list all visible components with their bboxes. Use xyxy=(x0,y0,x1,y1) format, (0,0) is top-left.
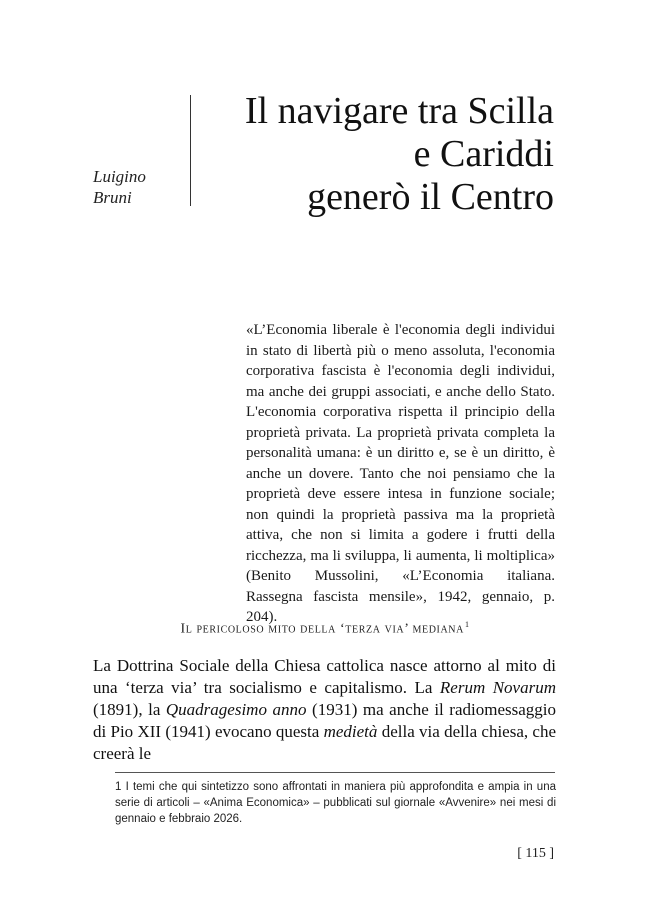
title-line-2: e Cariddi xyxy=(413,133,554,175)
body-text-3: (1931) ma anche il radiomessaggio di Pio XII (1941) evocano questa xyxy=(93,700,557,741)
epigraph-quote xyxy=(246,320,555,628)
body-paragraph xyxy=(93,655,556,765)
footnote xyxy=(115,779,556,827)
footnote-divider xyxy=(115,772,555,773)
author-name xyxy=(93,166,146,208)
body-italic-rerum-novarum: Rerum Novarum xyxy=(439,678,556,697)
author-last-name: Bruni xyxy=(93,188,132,207)
body-italic-quadragesimo-anno: Quadragesimo anno xyxy=(165,700,307,719)
footnote-text: 1 I temi che qui sintetizzo sono affrontati in maniera più approfondita e ampia in una serie di articoli – «Anima Economica» – pubblicati sul giornale «Avvenire» nei mesi di gennaio e febbraio 2026. xyxy=(115,781,556,825)
section-heading xyxy=(0,620,650,638)
body-italic-medieta: medietà xyxy=(323,722,378,741)
body-text-4: della via della chiesa, che creerà le xyxy=(93,722,556,763)
body-text-1: La Dottrina Sociale della Chiesa cattolica nasce attorno al mito di una ‘terza via’ tra socialismo e capitalismo. La xyxy=(93,656,556,697)
author-first-name: Luigino xyxy=(93,167,146,186)
page-number: [ 115 ] xyxy=(517,846,554,861)
epigraph-text: «L’Economia liberale è l'economia degli individui in stato di libertà più o meno assoluta, l'economia corporativa fascista è l'economia degli individui, ma anche dei gruppi associati, e anche dello Stato. L'economia corporativa rispetta il principio della proprietà privata. La proprietà privata completa la personalità umana: è un diritto e, se è un diritto, è anche un dovere. Tanto che noi pensiamo che la proprietà deve essere intesa in funzione sociale; non quindi la proprietà passiva ma la proprietà attiva, che non si limita a godere i frutti della ricchezza, ma li sviluppa, li aumenta, li moltiplica» (Benito Mussolini, «L’Economia italiana. Rassegna fascista mensile», 1942, gennaio, p. 204). xyxy=(246,322,555,625)
chapter-title xyxy=(194,90,554,219)
body-paragraph-text xyxy=(93,655,556,765)
body-text-2: (1891), la xyxy=(93,700,166,719)
title-line-1: Il navigare tra Scilla xyxy=(244,90,554,132)
title-line-3: generò il Centro xyxy=(307,176,554,218)
section-heading-text: Il pericoloso mito della ‘terza via’ mediana xyxy=(180,621,464,637)
footnote-reference: 1 xyxy=(464,620,470,629)
vertical-divider xyxy=(190,95,191,206)
